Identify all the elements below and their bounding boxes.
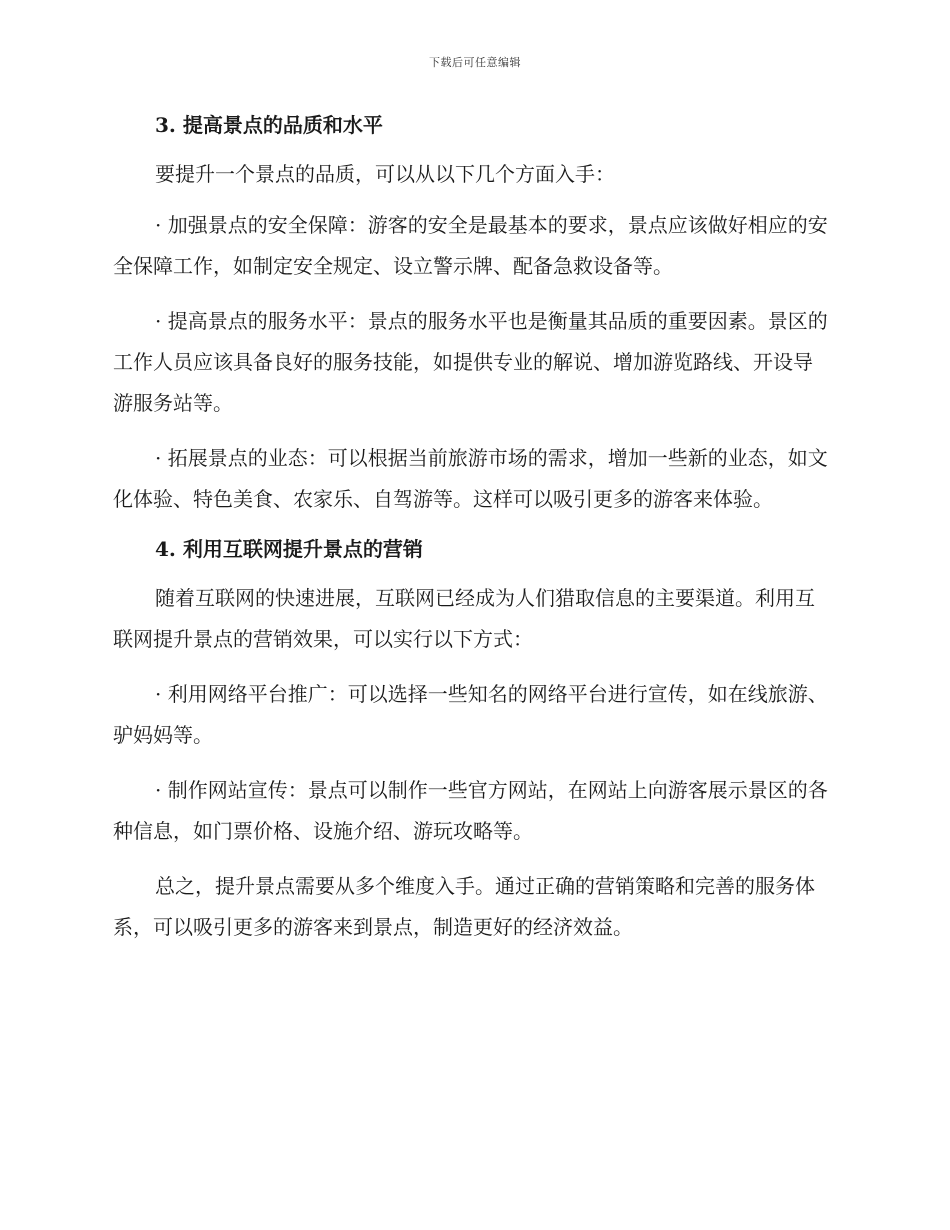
section-4-intro: 随着互联网的快速进展，互联网已经成为人们猎取信息的主要渠道。利用互联网提升景点的营销效果，可以实行以下方式： — [113, 586, 815, 651]
document-body — [113, 110, 831, 962]
conclusion-paragraph: 总之，提升景点需要从多个维度入手。通过正确的营销策略和完善的服务体系，可以吸引更多的游客来到景点，制造更好的经济效益。 — [113, 874, 815, 939]
bullet-service: · 提高景点的服务水平：景点的服务水平也是衡量其品质的重要因素。景区的工作人员应该具备良好的服务技能，如提供专业的解说、增加游览路线、开设导游服务站等。 — [113, 309, 828, 415]
section-heading-4: 4. 利用互联网提升景点的营销 — [155, 537, 423, 561]
bullet-safety: · 加强景点的安全保障：游客的安全是最基本的要求，景点应该做好相应的安全保障工作，如制定安全规定、设立警示牌、配备急救设备等。 — [113, 213, 828, 278]
bullet-business: · 拓展景点的业态：可以根据当前旅游市场的需求，增加一些新的业态，如文化体验、特色美食、农家乐、自驾游等。这样可以吸引更多的游客来体验。 — [113, 446, 828, 511]
section-heading-3: 3. 提高景点的品质和水平 — [155, 113, 383, 137]
bullet-website: · 制作网站宣传：景点可以制作一些官方网站，在网站上向游客展示景区的各种信息，如门票价格、设施介绍、游玩攻略等。 — [113, 778, 828, 843]
section-3-intro: 要提升一个景点的品质，可以从以下几个方面入手： — [155, 162, 615, 186]
page-header: 下载后可任意编辑 — [429, 56, 521, 69]
bullet-platform: · 利用网络平台推广：可以选择一些知名的网络平台进行宣传，如在线旅游、驴妈妈等。 — [113, 682, 828, 747]
